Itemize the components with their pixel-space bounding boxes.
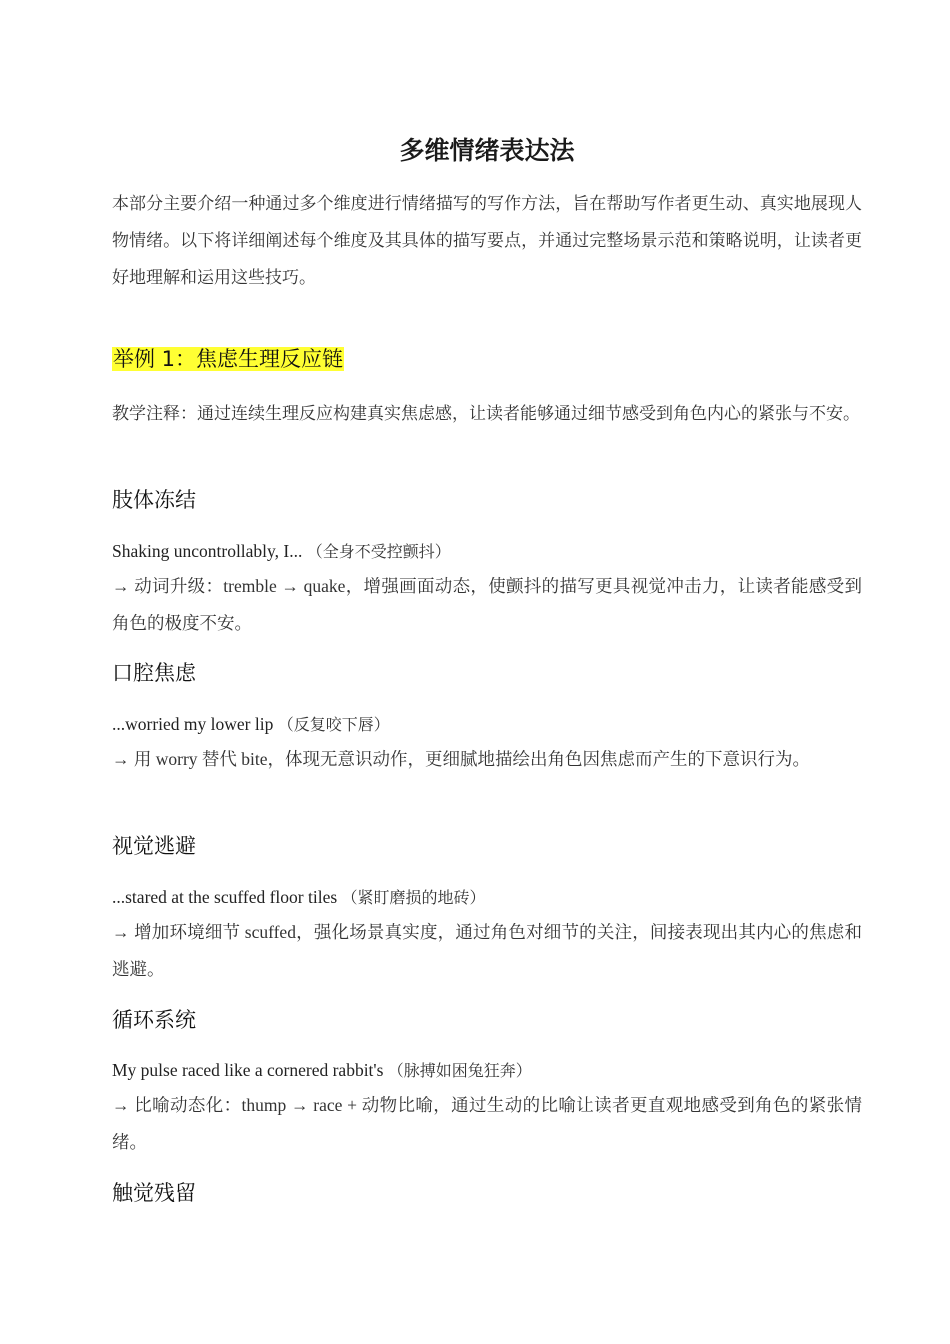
example-heading [112,343,344,375]
quote-english: My pulse raced like a cornered rabbit's [112,1060,384,1080]
quote-chinese: （紧盯磨损的地砖） [341,888,486,907]
section-heading-circulatory-system: 循环系统 [112,1008,196,1032]
section-quote [112,882,862,913]
section-heading-oral-anxiety: 口腔焦虑 [112,661,196,685]
highlighted-heading-text: 举例 1：焦虑生理反应链 [113,347,344,371]
quote-chinese: （全身不受控颤抖） [306,542,451,561]
quote-chinese: （反复咬下唇） [277,715,390,734]
section-heading-limb-freeze: 肢体冻结 [112,488,196,512]
teaching-note: 教学注释：通过连续生理反应构建真实焦虑感，让读者能够通过细节感受到角色内心的紧张与不安。 [112,404,860,424]
page-title: 多维情绪表达法 [399,136,575,165]
section-heading-tactile-residue: 触觉残留 [112,1181,196,1205]
section-quote [112,1055,862,1086]
section-quote [112,536,862,567]
quote-english: ...worried my lower lip [112,714,274,734]
section-quote [112,709,862,740]
section-explanation: → 增加环境细节 scuffed，强化场景真实度，通过角色对细节的关注，间接表现出其内心的焦虑和逃避。 [112,922,862,979]
section-explanation: → 动词升级：tremble → quake，增强画面动态，使颤抖的描写更具视觉冲击力，让读者能感受到角色的极度不安。 [112,576,862,633]
quote-english: Shaking uncontrollably, I... [112,541,303,561]
intro-paragraph: 本部分主要介绍一种通过多个维度进行情绪描写的写作方法，旨在帮助写作者更生动、真实地展现人物情绪。以下将详细阐述每个维度及其具体的描写要点，并通过完整场景示范和策略说明，让读者更好地理解和运用这些技巧。 [112,194,862,288]
section-explanation: → 比喻动态化：thump → race + 动物比喻，通过生动的比喻让读者更直观地感受到角色的紧张情绪。 [112,1095,862,1152]
section-explanation: → 用 worry 替代 bite，体现无意识动作，更细腻地描绘出角色因焦虑而产生的下意识行为。 [112,749,811,769]
quote-chinese: （脉搏如困兔狂奔） [387,1061,532,1080]
section-heading-visual-avoidance: 视觉逃避 [112,834,196,858]
quote-english: ...stared at the scuffed floor tiles [112,887,338,907]
